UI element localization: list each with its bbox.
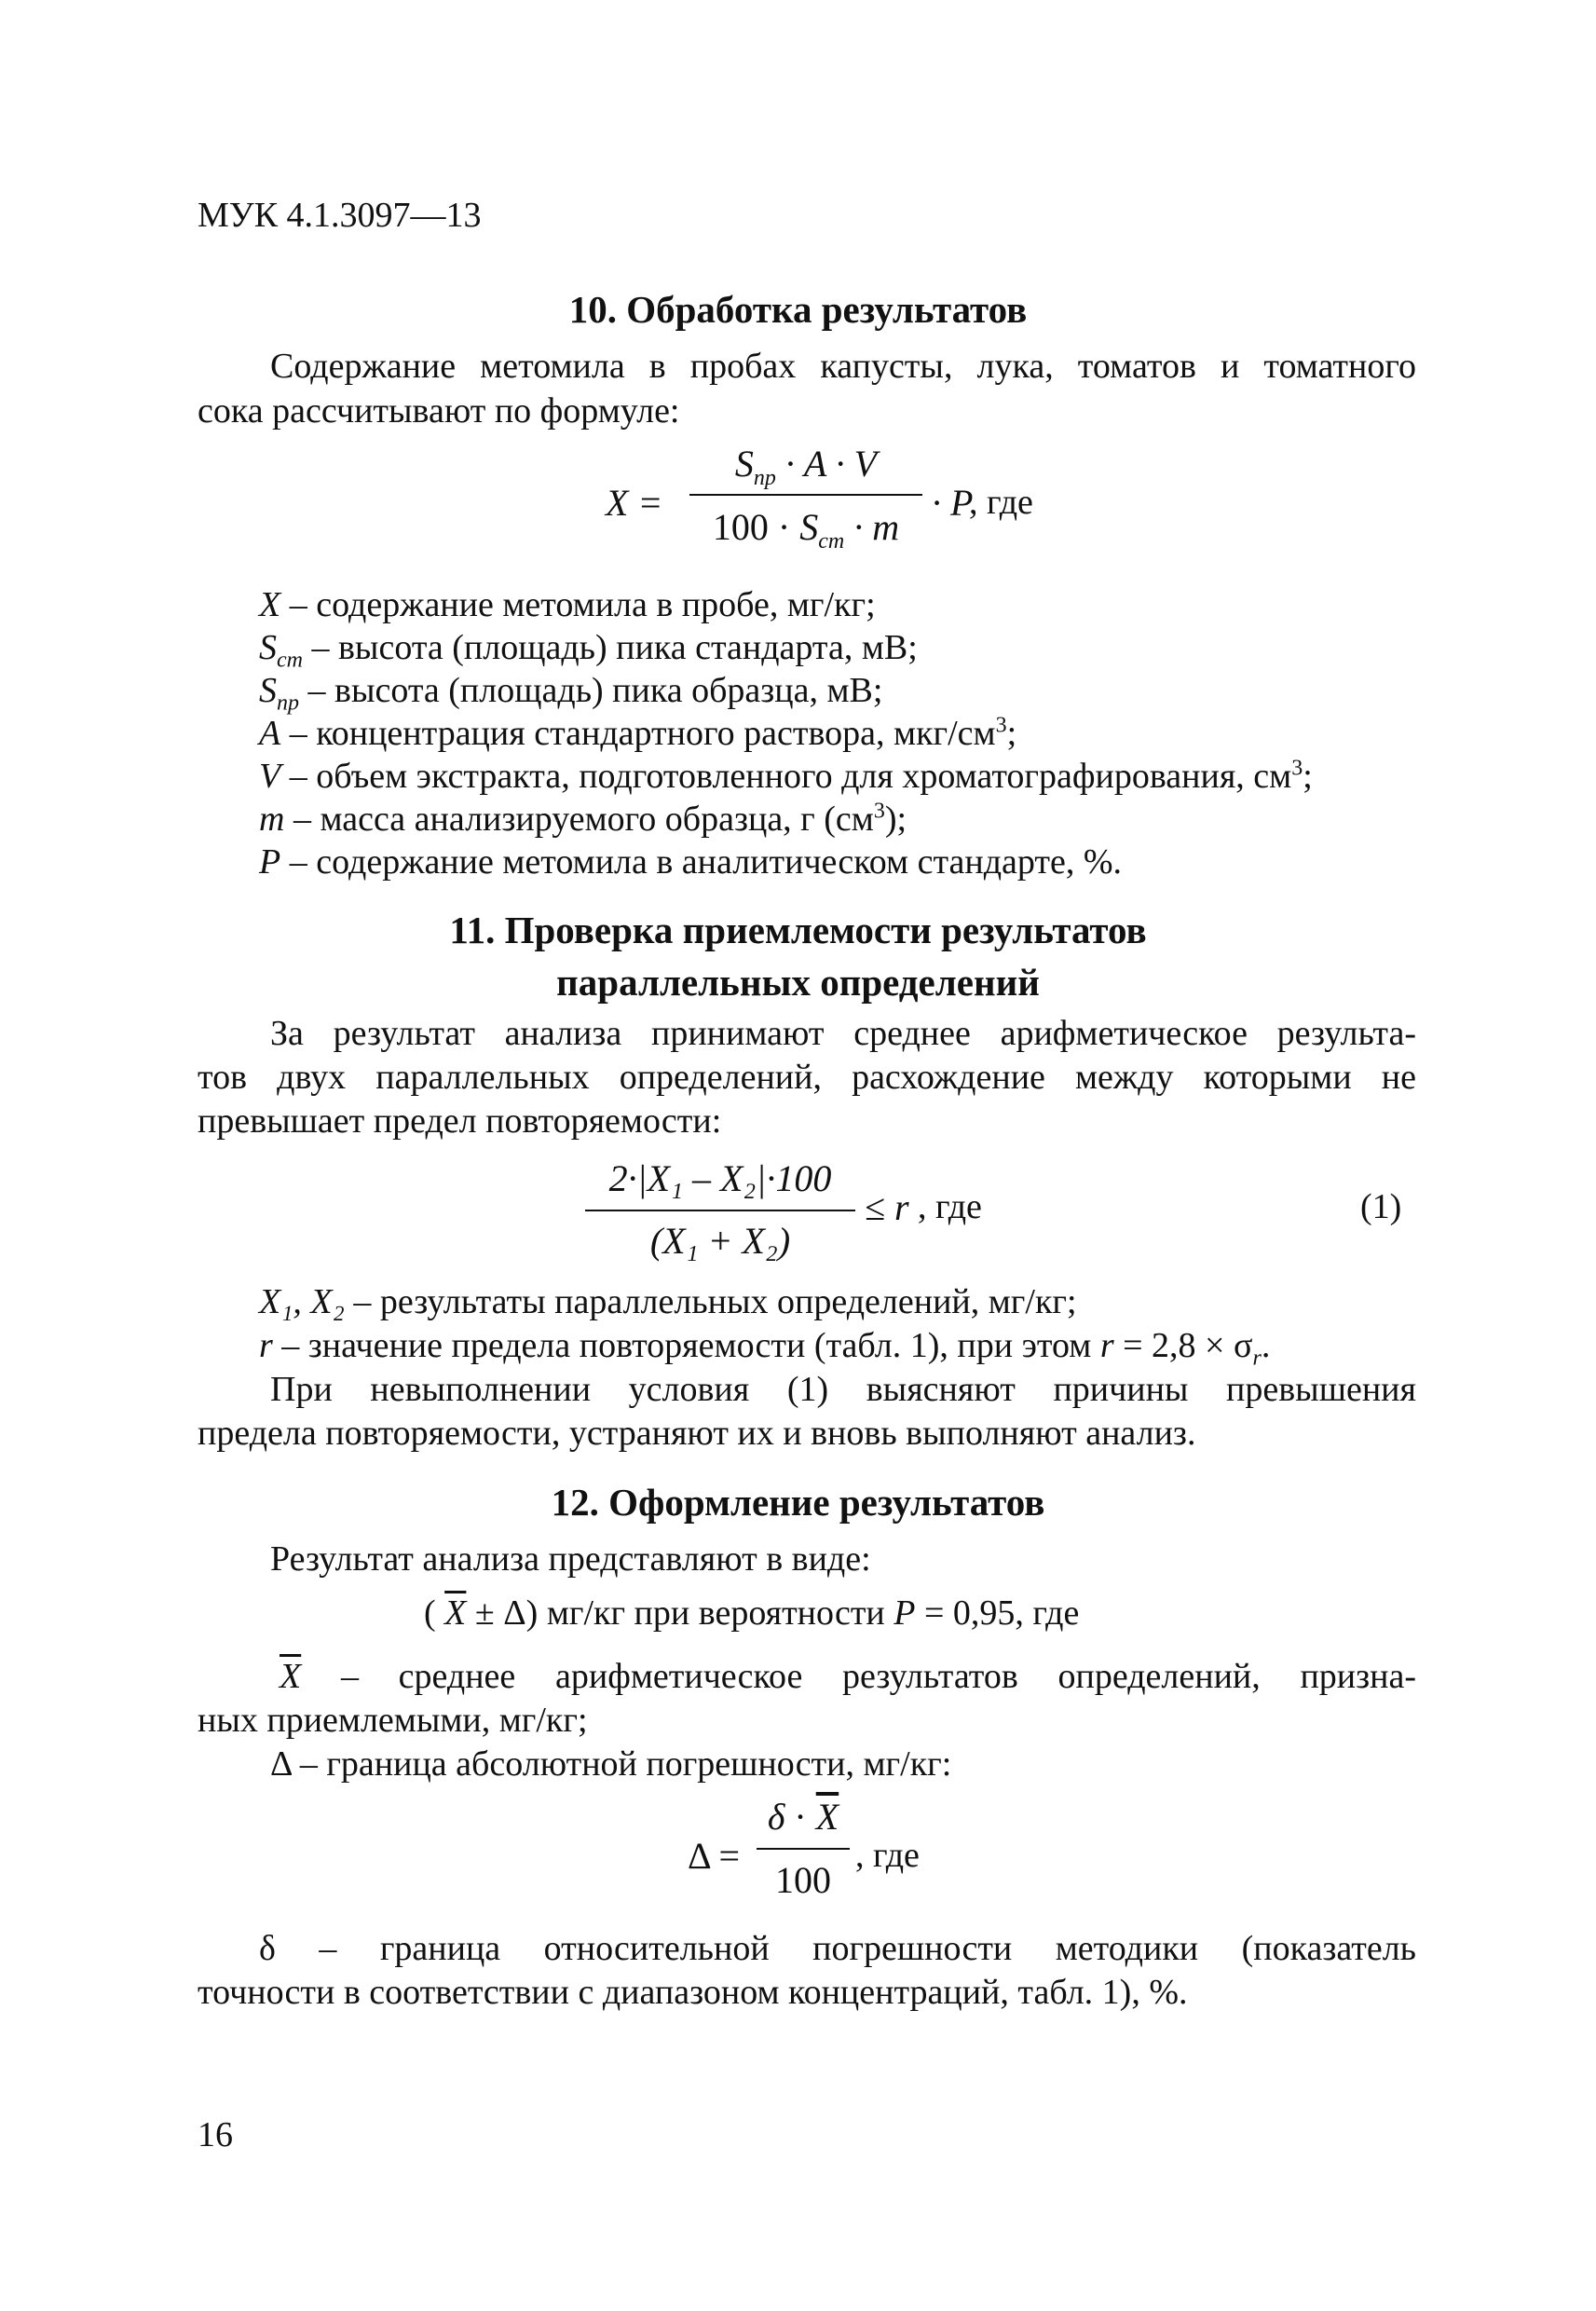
formula-tail: · P	[932, 482, 974, 524]
section-12-heading: 12. Оформление результатов	[551, 1481, 1045, 1524]
definition-x-bar-line-1: $\overline{X}$ – среднее арифметическое результатов определений, призна-	[280, 1657, 1416, 1696]
formula-delta-fraction-bar	[757, 1848, 850, 1850]
page-number: 16	[198, 2115, 233, 2154]
section-12-intro: Результат анализа представляют в виде:	[270, 1539, 871, 1579]
definition-delta-rel-line-1: δ – граница относительной погрешности методики (показатель	[259, 1929, 1416, 1968]
section-11-condition-line-2: предела повторяемости, устраняют их и вновь выполняют анализ.	[198, 1414, 1196, 1453]
formula-numerator: $S_{пр} \cdot A \cdot V$	[734, 443, 878, 490]
formula-fraction-bar	[689, 494, 922, 496]
formula-delta-numerator: $\delta \cdot \overline{X}$	[767, 1796, 839, 1838]
section-11-para-line-1: За результат анализа принимают среднее арифметическое результа-	[270, 1014, 1416, 1053]
formula-1-number: (1)	[1360, 1187, 1402, 1226]
section-11-para-line-3: превышает предел повторяемости:	[198, 1101, 722, 1141]
formula-delta-lhs: Δ =	[688, 1835, 741, 1877]
formula-delta-where: , где	[855, 1836, 920, 1875]
definition-delta-rel-line-2: точности в соответствии с диапазоном концентраций, табл. 1), %.	[198, 1973, 1188, 2012]
formula-1-denominator: (X₁ + X₂)	[649, 1220, 791, 1262]
result-expression: ( $\overline{X} \pm \Delta$) мг/кг при вероятности P = 0,95, где	[424, 1593, 1080, 1633]
definition-s-pr: $S_{пр}$ – высота (площадь) пика образца, мВ;	[259, 671, 883, 716]
definition-s-st: $S_{ст}$ – высота (площадь) пика стандарта, мВ;	[259, 628, 918, 673]
section-11-heading: 11. Проверка приемлемости результатов параллельных определений	[449, 909, 1147, 1004]
formula-1-fraction-bar	[585, 1210, 855, 1211]
document-code: МУК 4.1.3097—13	[198, 196, 482, 235]
definition-v: V – объем экстракта, подготовленного для хроматографирования, $см^3$;	[259, 756, 1313, 796]
formula-1-where: , где	[918, 1187, 982, 1226]
section-11-para-line-2: тов двух параллельных определений, расхождение между которыми не	[198, 1058, 1416, 1097]
formula-denominator: $100 \cdot S_{ст} \cdot m$	[712, 506, 900, 554]
definition-x1-x2: X₁, X₂ – результаты параллельных определений, мг/кг;	[259, 1282, 1077, 1321]
formula-1-tail: ≤ r	[865, 1186, 909, 1228]
section-11-condition-line-1: При невыполнении условия (1) выясняют причины превышения	[270, 1370, 1416, 1409]
formula-delta-denominator: 100	[775, 1859, 831, 1901]
definition-x-bar-line-2: ных приемлемыми, мг/кг;	[198, 1701, 588, 1740]
section-10-intro-line-1: Содержание метомила в пробах капусты, лука, томатов и томатного	[270, 347, 1416, 386]
section-10-intro-line-2: сока рассчитывают по формуле:	[198, 391, 680, 431]
formula-where: , где	[969, 483, 1033, 522]
definition-r: r – значение предела повторяемости (табл. 1), при этом $r = 2,8 \times \sigma_r$.	[259, 1326, 1271, 1371]
definition-delta: Δ – граница абсолютной погрешности, мг/кг:	[270, 1744, 952, 1784]
formula-lhs: X =	[606, 482, 663, 524]
definition-m: m – масса анализируемого образца, г $(см^3)$;	[259, 799, 907, 839]
definition-a: A – концентрация стандартного раствора, мкг/$см^3$;	[259, 713, 1017, 753]
definition-x: X – содержание метомила в пробе, мг/кг;	[259, 585, 876, 624]
definition-p: P – содержание метомила в аналитическом стандарте, %.	[259, 842, 1123, 882]
section-10-heading: 10. Обработка результатов	[568, 288, 1028, 331]
formula-1-numerator: 2·|X₁ – X₂|·100	[608, 1157, 832, 1199]
